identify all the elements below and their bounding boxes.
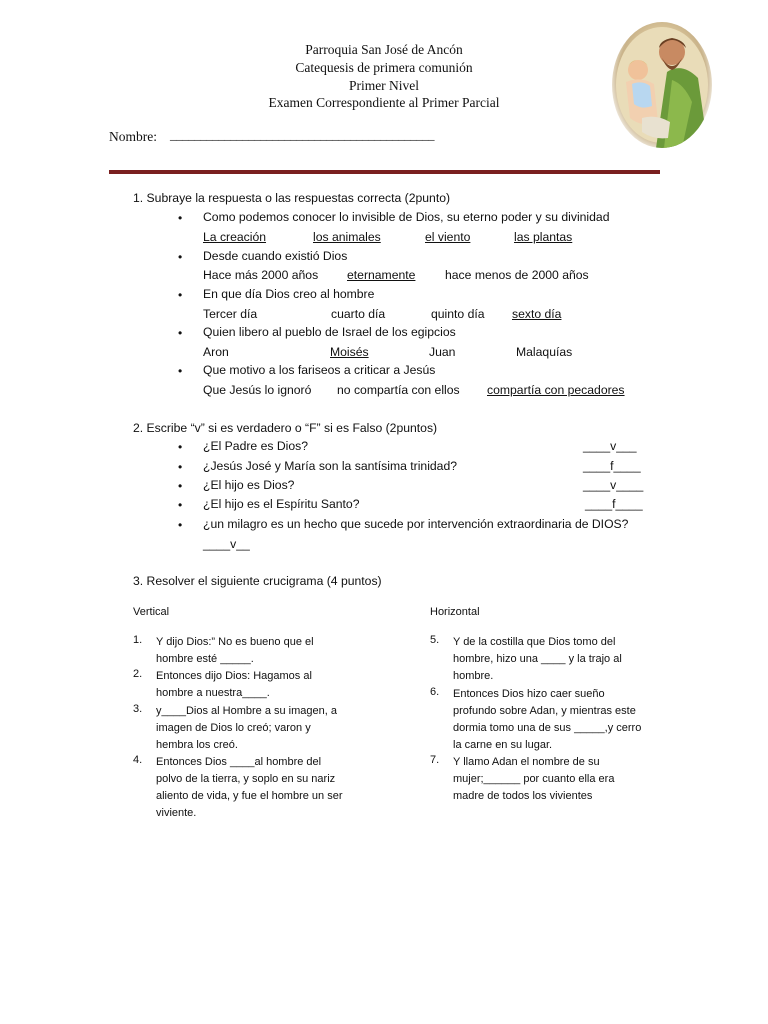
- s1-q1: Como podemos conocer lo invisible de Dios, su eterno poder y su divinidad: [203, 210, 610, 224]
- bullet-icon: •: [178, 479, 183, 493]
- s1-q4: Quien libero al pueblo de Israel de los egipcios: [203, 325, 456, 339]
- horizontal-label: Horizontal: [430, 606, 480, 618]
- s1-q2-option: Hace más 2000 años: [203, 268, 319, 282]
- bullet-icon: •: [178, 364, 183, 378]
- s2-q2-answer: ____f____: [583, 459, 641, 473]
- s2-q5: ¿un milagro es un hecho que sucede por intervención extraordinaria de DIOS?: [203, 517, 629, 531]
- name-field[interactable]: ____________________________________________: [170, 127, 434, 142]
- clue-number: 5.: [430, 634, 440, 646]
- s1-q4-option: Aron: [203, 345, 229, 359]
- bullet-icon: •: [178, 288, 183, 302]
- clue-number: 6.: [430, 686, 440, 698]
- clue-line: Y llamo Adan el nombre de su: [453, 756, 600, 768]
- s1-q2-option: hace menos de 2000 años: [445, 268, 589, 282]
- vertical-clue-2: [156, 668, 312, 702]
- bullet-icon: •: [178, 326, 183, 340]
- bullet-icon: •: [178, 250, 183, 264]
- clue-line: dormia tomo una de sus _____,y cerro: [453, 722, 642, 734]
- clue-line: mujer;______ por cuanto ella era: [453, 773, 615, 785]
- s2-q1: ¿El Padre es Dios?: [203, 439, 308, 453]
- clue-line: profundo sobre Adan, y mientras este: [453, 705, 636, 717]
- s2-q4: ¿El hijo es el Espíritu Santo?: [203, 497, 360, 511]
- clue-number: 2.: [133, 668, 143, 680]
- clue-line: hombre a nuestra____.: [156, 687, 270, 699]
- clue-number: 7.: [430, 754, 440, 766]
- parish-name: Parroquia San José de Ancón: [305, 42, 463, 57]
- clue-line: aliento de vida, y fue el hombre un ser: [156, 790, 343, 802]
- clue-line: madre de todos los vivientes: [453, 790, 593, 802]
- vertical-clue-4: [156, 754, 343, 822]
- clue-line: hombre.: [453, 670, 494, 682]
- s2-q4-answer: ____f____: [585, 497, 643, 511]
- s1-q2-option: eternamente: [347, 268, 416, 282]
- clue-line: hombre esté _____.: [156, 653, 254, 665]
- clue-line: Entonces dijo Dios: Hagamos al: [156, 670, 312, 682]
- s1-q5-option: Que Jesús lo ignoró: [203, 383, 312, 397]
- vertical-clue-1: [156, 634, 314, 668]
- level: Primer Nivel: [348, 78, 420, 93]
- clue-line: hembra los creó.: [156, 739, 238, 751]
- s1-q1-option: las plantas: [514, 230, 573, 244]
- horizontal-clue-6: [453, 686, 641, 754]
- clue-line: hombre, hizo una ____ y la trajo al: [453, 653, 622, 665]
- vertical-clue-3: [156, 703, 337, 754]
- s1-q4-option: Malaquías: [516, 345, 573, 359]
- s1-q3: En que día Dios creo al hombre: [203, 287, 375, 301]
- bullet-icon: •: [178, 211, 183, 225]
- section2-title: 2. Escribe “v” si es verdadero o “F” si es Falso (2puntos): [133, 421, 438, 435]
- s1-q3-option: sexto día: [512, 307, 562, 321]
- clue-line: Y de la costilla que Dios tomo del: [453, 636, 616, 648]
- s1-q5-option: compartía con pecadores: [487, 383, 625, 397]
- s2-q3: ¿El hijo es Dios?: [203, 478, 295, 492]
- s1-q3-option: Tercer día: [203, 307, 258, 321]
- course-name: Catequesis de primera comunión: [295, 60, 473, 75]
- clue-line: Entonces Dios ____al hombre del: [156, 756, 322, 768]
- vertical-label: Vertical: [133, 606, 170, 618]
- clue-line: Entonces Dios hizo caer sueño: [453, 688, 605, 700]
- bullet-icon: •: [178, 460, 183, 474]
- horizontal-clue-5: [453, 634, 622, 685]
- s1-q5: Que motivo a los fariseos a criticar a Jesús: [203, 363, 436, 377]
- saint-joseph-image: [612, 22, 712, 148]
- s2-q3-answer: ____v____: [583, 478, 644, 492]
- s1-q1-option: La creación: [203, 230, 267, 244]
- clue-line: imagen de Dios lo creó; varon y: [156, 722, 311, 734]
- clue-line: viviente.: [156, 807, 197, 819]
- clue-number: 1.: [133, 634, 143, 646]
- clue-number: 3.: [133, 703, 143, 715]
- header-divider: [109, 170, 660, 174]
- clue-line: Y dijo Dios:” No es bueno que el: [156, 636, 314, 648]
- s2-q2: ¿Jesús José y María son la santísima trinidad?: [203, 459, 458, 473]
- s1-q5-option: no compartía con ellos: [337, 383, 460, 397]
- clue-line: la carne en su lugar.: [453, 739, 553, 751]
- clue-number: 4.: [133, 754, 143, 766]
- s1-q2: Desde cuando existió Dios: [203, 249, 348, 263]
- s2-q1-answer: ____v___: [583, 439, 637, 453]
- s1-q4-option: Moisés: [330, 345, 369, 359]
- s2-q5-answer: ____v__: [203, 537, 250, 551]
- name-label: Nombre:: [109, 129, 157, 144]
- s1-q1-option: el viento: [425, 230, 471, 244]
- clue-line: polvo de la tierra, y soplo en su nariz: [156, 773, 336, 785]
- horizontal-clue-7: [453, 754, 614, 805]
- bullet-icon: •: [178, 498, 183, 512]
- bullet-icon: •: [178, 518, 183, 532]
- section3-title: 3. Resolver el siguiente crucigrama (4 puntos): [133, 574, 382, 588]
- s1-q3-option: cuarto día: [331, 307, 386, 321]
- bullet-icon: •: [178, 440, 183, 454]
- s1-q4-option: Juan: [429, 345, 456, 359]
- section1-title: 1. Subraye la respuesta o las respuestas correcta (2punto): [133, 191, 451, 205]
- exam-title: Examen Correspondiente al Primer Parcial: [268, 95, 500, 110]
- s1-q3-option: quinto día: [431, 307, 485, 321]
- s1-q1-option: los animales: [313, 230, 381, 244]
- clue-line: y____Dios al Hombre a su imagen, a: [156, 705, 337, 717]
- saint-joseph-illustration: [612, 22, 712, 148]
